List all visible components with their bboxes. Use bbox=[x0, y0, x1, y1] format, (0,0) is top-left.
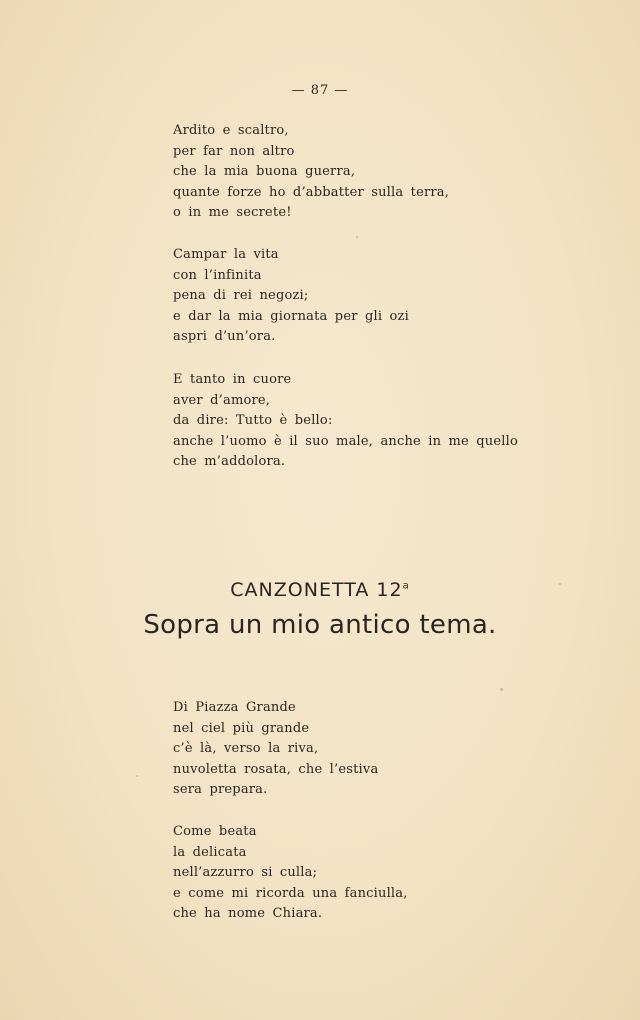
verse-line: Come beata bbox=[173, 824, 257, 839]
canzonetta-title bbox=[0, 579, 640, 601]
verse-line: aspri d’un’ora. bbox=[173, 329, 276, 344]
verse-line: nuvoletta rosata, che l’estiva bbox=[173, 761, 379, 777]
verse-line: pena di rei negozi; bbox=[173, 288, 309, 303]
stanza-2 bbox=[173, 245, 409, 348]
verse-line: nel ciel più grande bbox=[173, 720, 310, 736]
paper-speck bbox=[500, 688, 503, 691]
stanza-3 bbox=[173, 370, 518, 473]
canzonetta-title-ordinal: a bbox=[402, 580, 410, 592]
verse-line: quante forze ho d’abbatter sulla terra, bbox=[173, 184, 450, 200]
verse-line: da dire: Tutto è bello: bbox=[173, 413, 333, 428]
verse-line: la delicata bbox=[173, 844, 247, 860]
verse-line: anche l’uomo è il suo male, anche in me quello bbox=[173, 433, 518, 449]
verse-line: Ardito e scaltro, bbox=[173, 123, 289, 138]
paper-speck bbox=[356, 236, 358, 238]
verse-line: con l’infinita bbox=[173, 267, 262, 283]
verse-line: E tanto in cuore bbox=[173, 372, 292, 387]
canzonetta-stanza-2 bbox=[173, 822, 408, 925]
verse-line: che la mia buona guerra, bbox=[173, 164, 356, 179]
canzonetta-stanza-1 bbox=[173, 698, 378, 801]
verse-line: per far non altro bbox=[173, 143, 295, 159]
verse-line: e come mi ricorda una fanciulla, bbox=[173, 885, 408, 901]
canzonetta-subtitle: Sopra un mio antico tema. bbox=[143, 610, 497, 640]
stanza-1 bbox=[173, 121, 449, 224]
verse-line: sera prepara. bbox=[173, 782, 268, 797]
verse-line: aver d’amore, bbox=[173, 392, 271, 408]
verse-line: c’è là, verso la riva, bbox=[173, 741, 319, 756]
paper-speck bbox=[559, 583, 561, 585]
verse-line: che ha nome Chiara. bbox=[173, 906, 323, 921]
verse-line: Campar la vita bbox=[173, 247, 279, 262]
paper-speck bbox=[136, 775, 138, 777]
verse-line: nell’azzurro si culla; bbox=[173, 865, 318, 880]
verse-line: Di Piazza Grande bbox=[173, 700, 296, 715]
page-number: — 87 — bbox=[291, 83, 349, 98]
canzonetta-title-text: CANZONETTA 12 bbox=[230, 579, 403, 601]
verse-line: che m’addolora. bbox=[173, 454, 286, 469]
verse-line: e dar la mia giornata per gli ozi bbox=[173, 308, 409, 324]
verse-line: o in me secrete! bbox=[173, 205, 292, 220]
